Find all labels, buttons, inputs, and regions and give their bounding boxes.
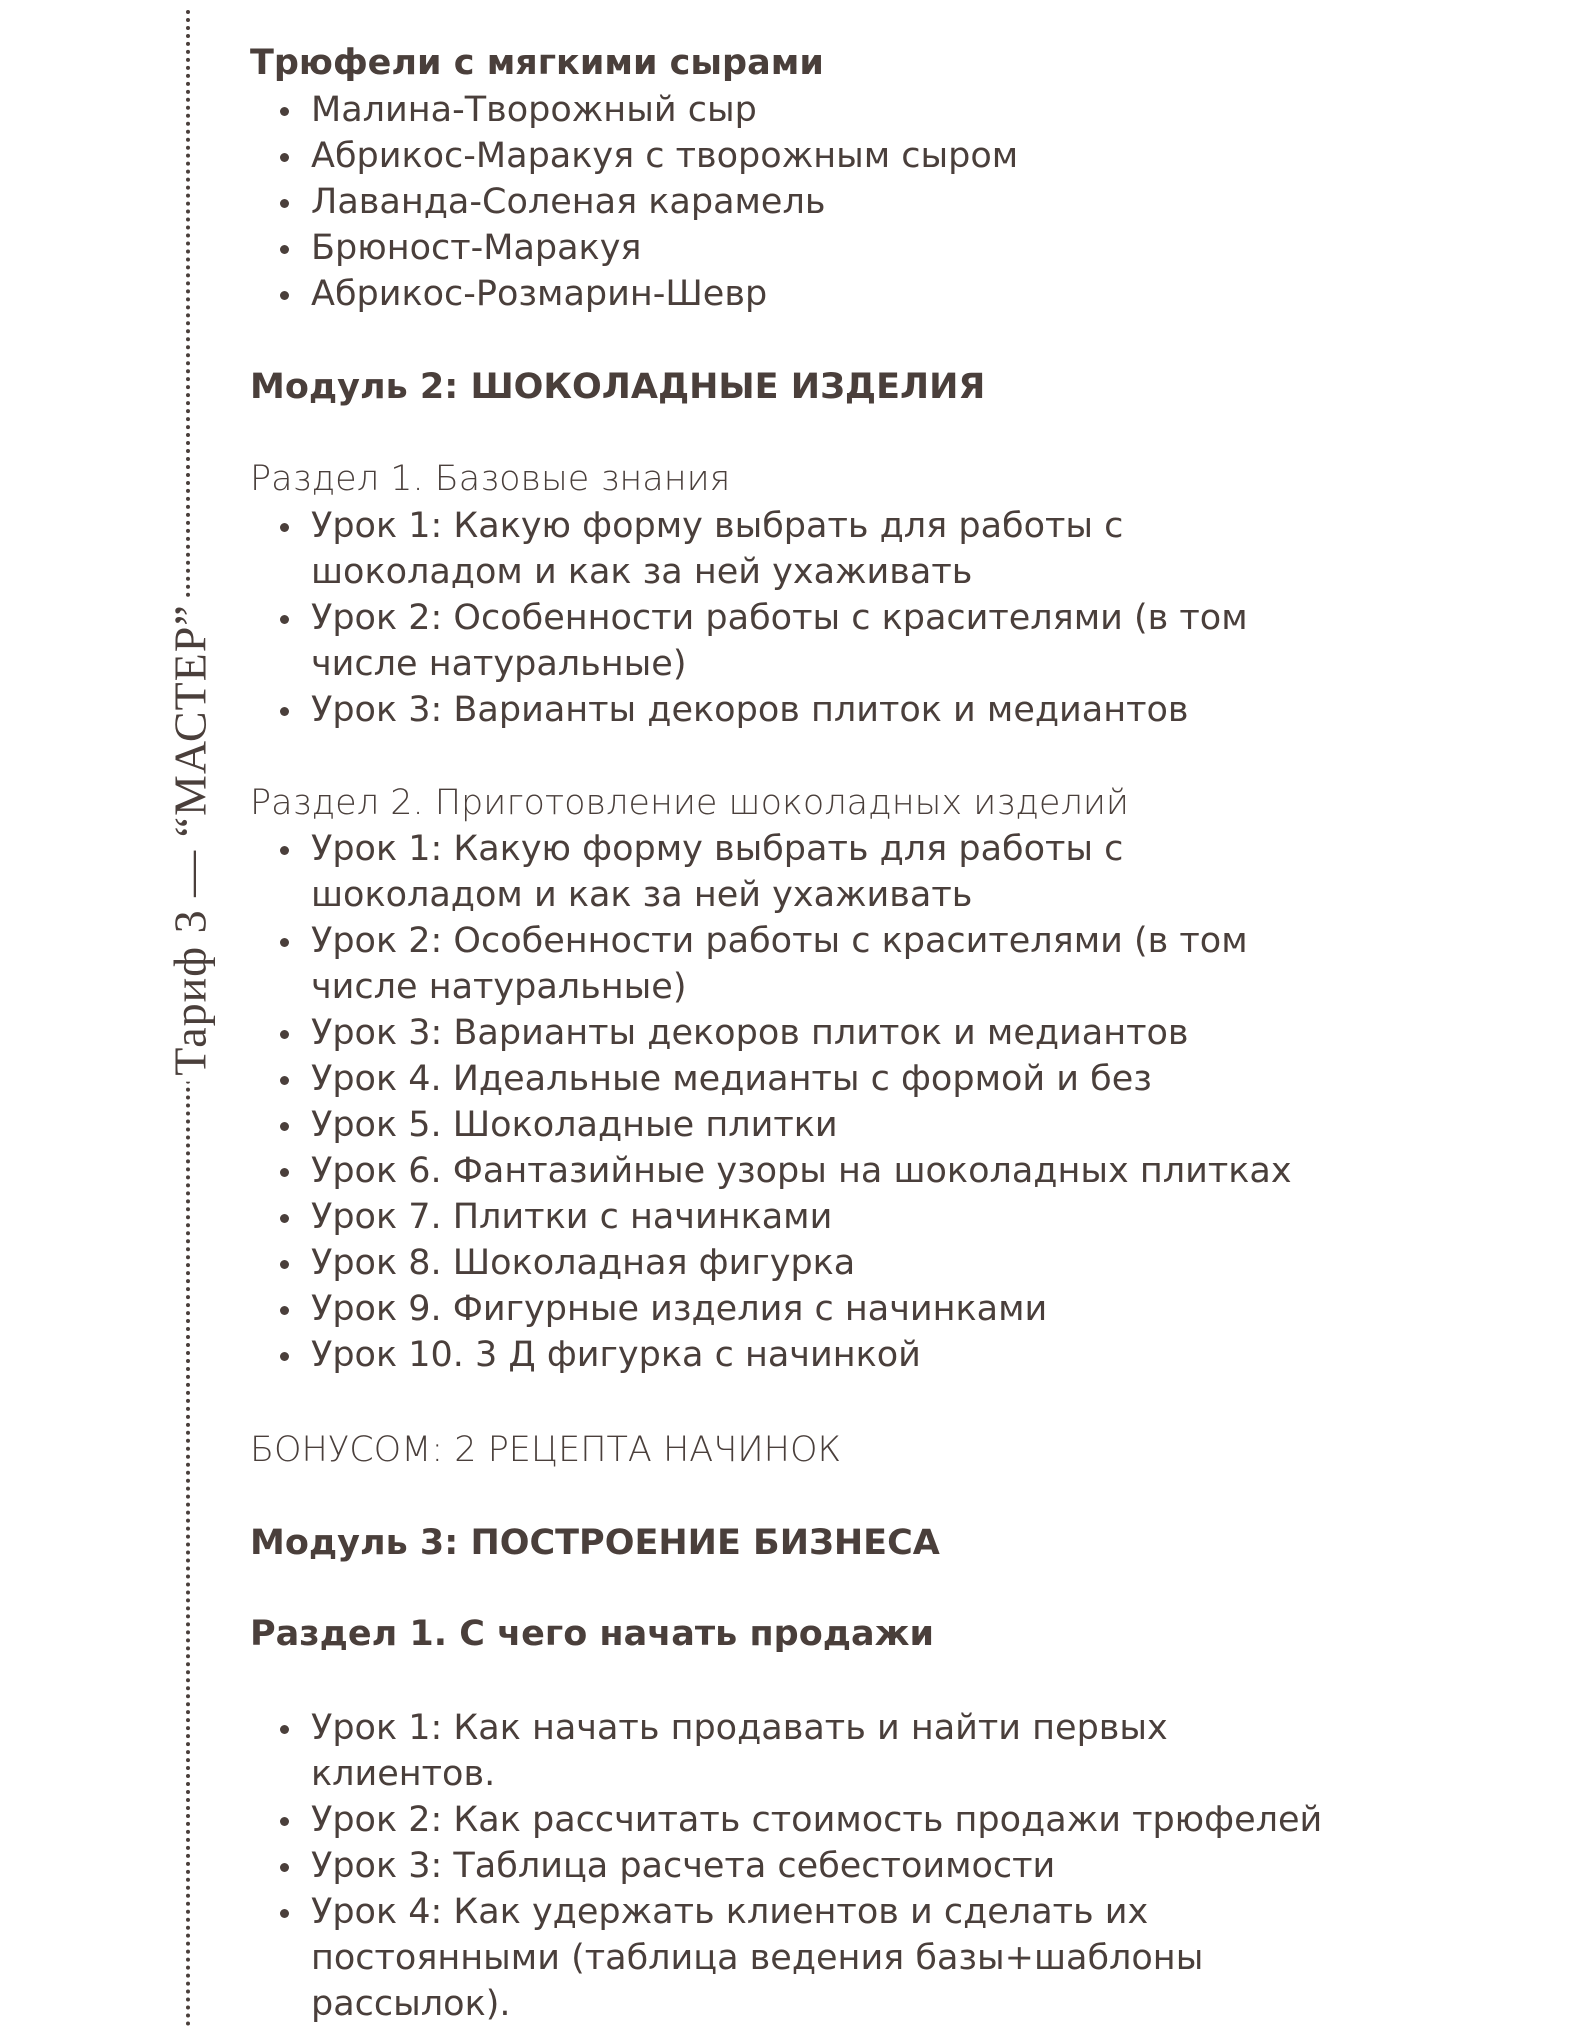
bonus-text: БОНУСОМ: 2 РЕЦЕПТА НАЧИНОК bbox=[250, 1430, 842, 1470]
module-2-title: Модуль 2: ШОКОЛАДНЫЕ ИЗДЕЛИЯ bbox=[250, 367, 986, 407]
truffles-title: Трюфели с мягкими сырами bbox=[250, 43, 824, 83]
module-2-section-1-title: Раздел 1. Базовые знания bbox=[250, 459, 731, 499]
module-3-title: Модуль 3: ПОСТРОЕНИЕ БИЗНЕСА bbox=[250, 1523, 940, 1563]
module-3-section-1-title: Раздел 1. С чего начать продажи bbox=[250, 1614, 934, 1654]
module-2-section-2-title: Раздел 2. Приготовление шоколадных изделий bbox=[250, 783, 1129, 823]
tariff-vertical-label: Тариф 3 — “МАСТЕР” bbox=[164, 598, 217, 1081]
